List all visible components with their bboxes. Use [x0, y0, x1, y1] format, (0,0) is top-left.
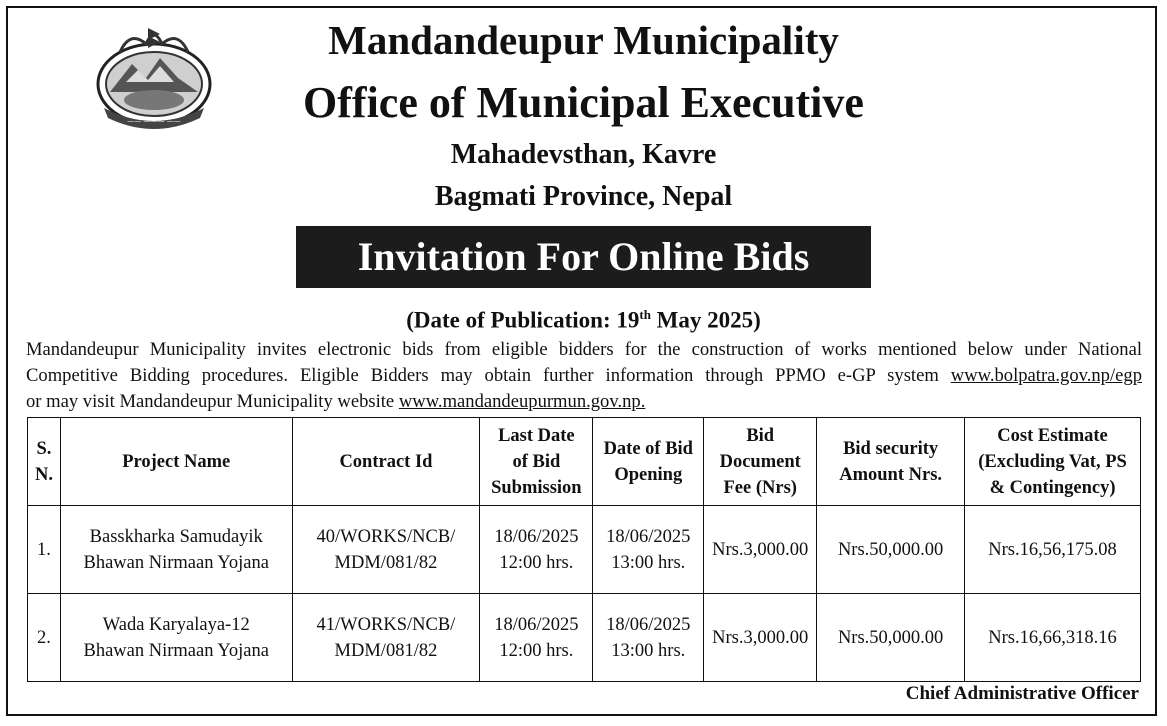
header-last-date: Last Date of Bid Submission: [480, 418, 593, 506]
table-row: [28, 506, 1141, 594]
municipality-website-link[interactable]: www.mandandeupurmun.gov.np.: [398, 391, 646, 412]
office-title: Office of Municipal Executive: [303, 78, 864, 127]
intro-line-3: [26, 389, 1142, 415]
province-line: Bagmati Province, Nepal: [434, 181, 733, 212]
publication-date-sup: th: [639, 307, 651, 322]
cell-opening-date: 18/06/2025 13:00 hrs.: [593, 594, 704, 682]
cell-project-name: Basskharka Samudayik Bhawan Nirmaan Yojana: [60, 506, 292, 594]
svg-text:—— ——— ——: —— ——— ——: [127, 117, 181, 125]
intro-line-2: [26, 363, 1142, 389]
municipality-title: Mandandeupur Municipality: [328, 17, 839, 63]
cell-sn: 2.: [28, 594, 61, 682]
header-project-name: Project Name: [60, 418, 292, 506]
cell-last-date: 18/06/2025 12:00 hrs.: [480, 506, 593, 594]
cell-last-date: 18/06/2025 12:00 hrs.: [480, 594, 593, 682]
signatory: Chief Administrative Officer: [905, 683, 1139, 704]
cell-opening-date: 18/06/2025 13:00 hrs.: [593, 506, 704, 594]
publication-date-suffix: May 2025): [650, 307, 761, 333]
table-header-row: [28, 418, 1141, 506]
notice-banner: Invitation For Online Bids: [296, 226, 871, 288]
cell-document-fee: Nrs.3,000.00: [704, 506, 817, 594]
cell-contract-id: 41/WORKS/NCB/ MDM/081/82: [292, 594, 480, 682]
intro-paragraph: [26, 337, 1142, 415]
cell-sn: 1.: [28, 506, 61, 594]
cell-project-name: Wada Karyalaya-12 Bhawan Nirmaan Yojana: [60, 594, 292, 682]
bolpatra-link[interactable]: www.bolpatra.gov.np/egp: [950, 365, 1142, 386]
intro-line-2-text: Competitive Bidding procedures. Eligible Bidders may obtain further information through PPMO e-GP system: [26, 365, 951, 386]
cell-bid-security: Nrs.50,000.00: [817, 594, 965, 682]
publication-date-prefix: (Date of Publication: 19: [406, 307, 640, 333]
header-document-fee: Bid Document Fee (Nrs): [704, 418, 817, 506]
cell-cost-estimate: Nrs.16,56,175.08: [965, 506, 1141, 594]
header-sn: S. N.: [28, 418, 61, 506]
intro-line-3-text: or may visit Mandandeupur Municipality website: [26, 391, 399, 412]
table-row: [28, 594, 1141, 682]
header-cost-estimate: Cost Estimate (Excluding Vat, PS & Contingency): [965, 418, 1141, 506]
header-contract-id: Contract Id: [292, 418, 480, 506]
bids-table: [27, 417, 1141, 682]
cell-cost-estimate: Nrs.16,66,318.16: [965, 594, 1141, 682]
location-line: Mahadevsthan, Kavre: [450, 139, 717, 170]
publication-date: [0, 300, 1167, 336]
header-opening-date: Date of Bid Opening: [593, 418, 704, 506]
cell-document-fee: Nrs.3,000.00: [704, 594, 817, 682]
cell-bid-security: Nrs.50,000.00: [817, 506, 965, 594]
intro-line-1: Mandandeupur Municipality invites electronic bids from eligible bidders for the construction of works mentioned below under National: [26, 339, 1142, 360]
header-bid-security: Bid security Amount Nrs.: [817, 418, 965, 506]
cell-contract-id: 40/WORKS/NCB/ MDM/081/82: [292, 506, 480, 594]
